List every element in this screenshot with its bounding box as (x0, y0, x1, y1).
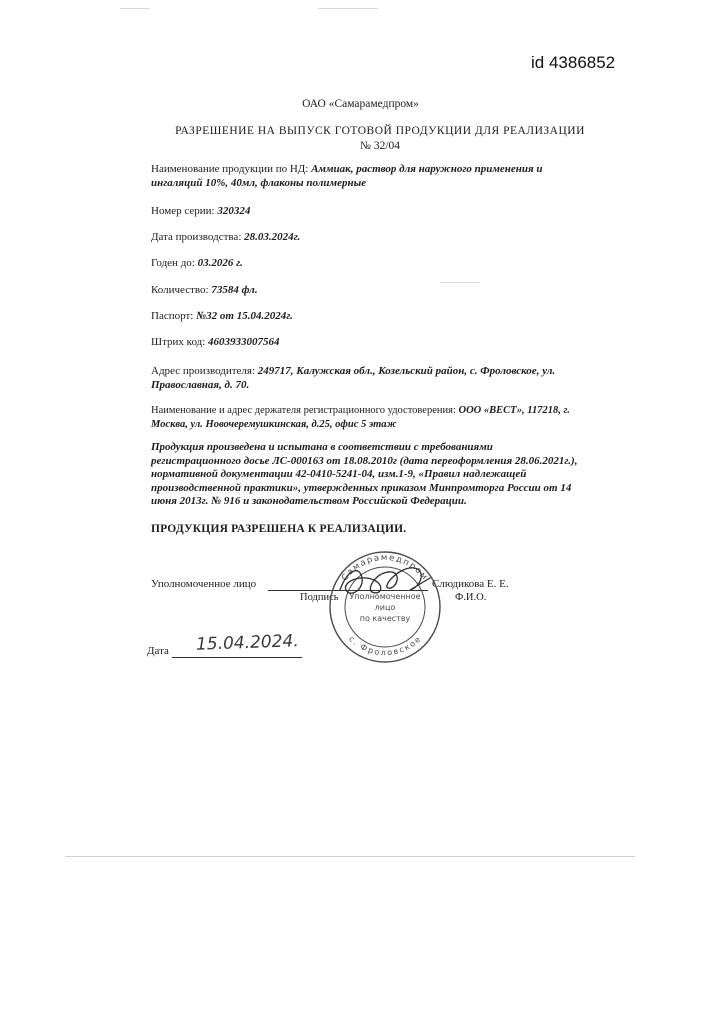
barcode-field (151, 336, 280, 348)
stamp-outer-bottom-text: с. Фроловское (347, 634, 423, 658)
series-label: Номер серии: (151, 205, 215, 217)
product-value: Аммиак, раствор для наружного применения и (311, 163, 543, 175)
organization-name: ОАО «Самарамедпром» (302, 98, 419, 110)
holder-value-cont: Москва, ул. Новочеремушкинская, д.25, офис 5 этаж (151, 419, 397, 430)
passport-field (151, 310, 293, 322)
scan-artifact (120, 8, 150, 9)
manufacturer-value-cont: Православная, д. 70. (151, 379, 250, 391)
signer-name: Слюдикова Е. Е. (432, 578, 509, 590)
passport-label: Паспорт: (151, 310, 194, 322)
stamp-center-line: Уполномоченное (349, 592, 421, 601)
scan-artifact (440, 282, 480, 283)
passport-value: №32 от 15.04.2024г. (196, 310, 293, 322)
product-value-cont: ингаляций 10%, 40мл, флаконы полимерные (151, 177, 367, 189)
production-date-label: Дата производства: (151, 231, 242, 243)
authorized-person-label: Уполномоченное лицо (151, 578, 257, 590)
document-number: № 32/04 (359, 140, 401, 152)
date-label: Дата (147, 645, 169, 657)
expiry-label: Годен до: (151, 257, 195, 269)
compliance-statement (151, 441, 591, 509)
signature-caption: Подпись (300, 592, 339, 603)
product-label: Наименование продукции по НД: (151, 163, 309, 175)
manufacturer-label: Адрес производителя: (151, 365, 256, 377)
document-title: РАЗРЕШЕНИЕ НА ВЫПУСК ГОТОВОЙ ПРОДУКЦИИ ДЛЯ РЕАЛИЗАЦИИ (175, 125, 585, 137)
scan-artifact (318, 8, 378, 9)
manufacturer-value: 249717, Калужская обл., Козельский район, с. Фроловское, ул. (257, 365, 556, 377)
holder-value: ООО «ВЕСТ», 117218, г. (458, 405, 570, 416)
expiry-field (151, 257, 243, 269)
date-line (172, 657, 302, 658)
approval-statement: ПРОДУКЦИЯ РАЗРЕШЕНА К РЕАЛИЗАЦИИ. (151, 523, 407, 535)
manufacturer-field (151, 364, 606, 392)
series-field (151, 205, 250, 217)
compliance-line: нормативной документации 42-0410-5241-04, изм.1-9, «Правил надлежащей (151, 468, 527, 480)
expiry-value: 03.2026 г. (197, 257, 243, 269)
quantity-value: 73584 фл. (211, 284, 258, 296)
compliance-line: Продукция произведена и испытана в соответствии с требованиями (151, 441, 493, 453)
stamp-outer-top-text: Самарамедпром (340, 552, 430, 584)
handwritten-signature (330, 560, 440, 605)
document-id: id 4386852 (531, 53, 616, 72)
product-field (151, 162, 606, 190)
fio-caption: Ф.И.О. (455, 592, 487, 603)
production-date-value: 28.03.2024г. (244, 231, 301, 243)
stamp-center-line: по качеству (359, 614, 411, 623)
compliance-line: июня 2013г. № 916 и законодательством Российской Федерации. (151, 495, 467, 507)
production-date-field (151, 231, 300, 243)
quantity-field (151, 284, 258, 296)
holder-label: Наименование и адрес держателя регистрационного удостоверения: (151, 405, 456, 416)
series-value: 320324 (217, 205, 251, 217)
stamp-center-line: лицо (374, 603, 396, 612)
compliance-line: регистрационного досье ЛС-000163 от 18.08.2010г (дата переоформления 28.06.2021г.), (151, 454, 578, 467)
quantity-label: Количество: (151, 284, 209, 296)
barcode-value: 4603933007564 (208, 336, 280, 348)
barcode-label: Штрих код: (151, 336, 206, 348)
handwritten-date: 15.04.2024. (195, 631, 300, 655)
compliance-line: производственной практики», утвержденных приказом Минпромторга России от 14 (151, 481, 572, 494)
bottom-rule (65, 856, 635, 857)
holder-field (151, 404, 606, 432)
